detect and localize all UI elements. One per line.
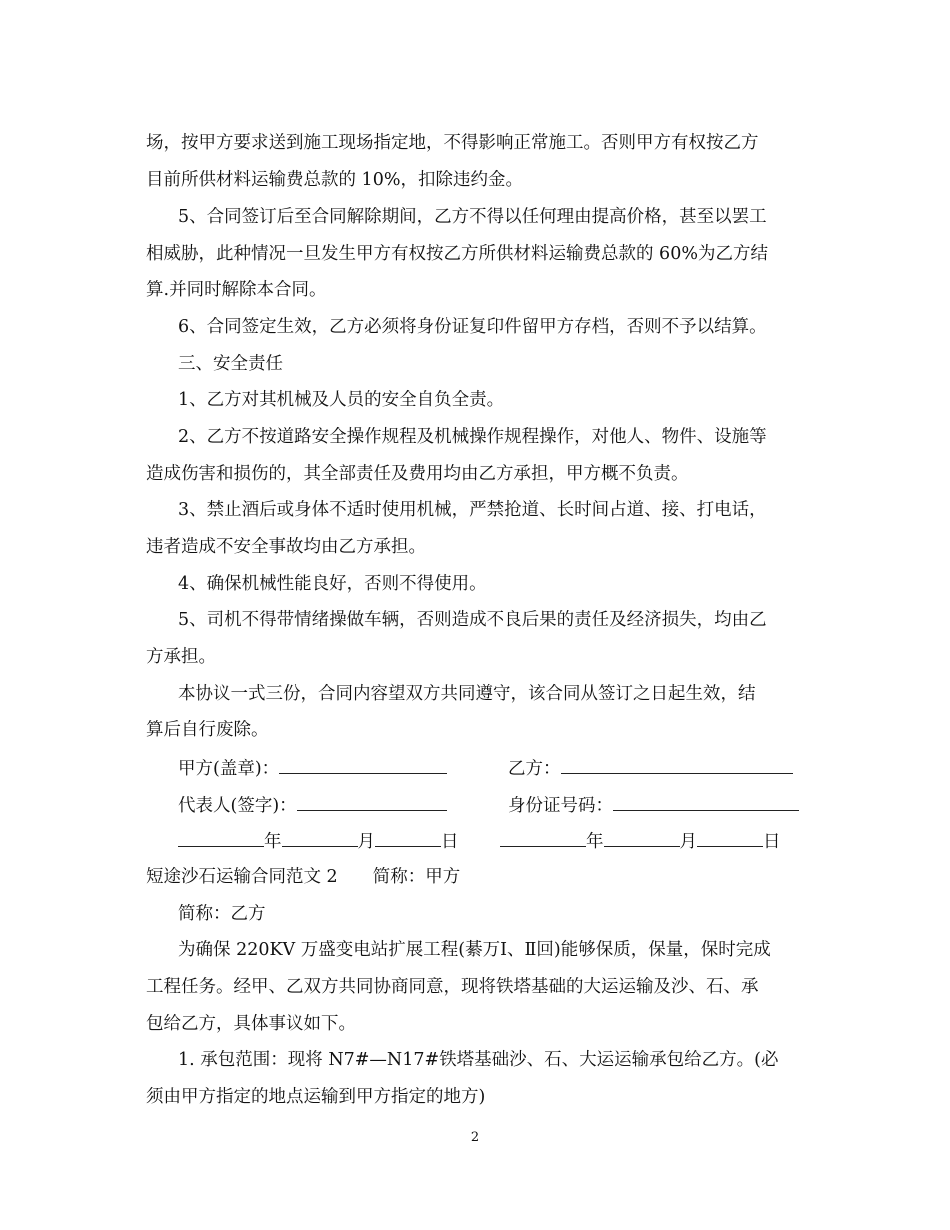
page-number: 2	[470, 1130, 480, 1145]
year-label: 年	[586, 832, 604, 852]
representative-label: 代表人(签字)：	[178, 796, 297, 816]
month-label: 月	[679, 832, 697, 852]
party-a-label: 甲方(盖章)：	[178, 759, 280, 779]
paragraph-line: 方承担。	[146, 647, 216, 667]
paragraph-line: 算.并同时解除本合同。	[146, 280, 327, 300]
month-label: 月	[357, 832, 375, 852]
representative-signature	[178, 792, 447, 818]
year-label: 年	[264, 832, 282, 852]
paragraph-line: 算后自行废除。	[146, 720, 269, 740]
party-b-label: 乙方：	[508, 759, 561, 779]
paragraph-line: 造成伤害和损伤的，其全部责任及费用均由乙方承担，甲方概不负责。	[146, 464, 689, 484]
paragraph-line: 相威胁，此种情况一旦发生甲方有权按乙方所供材料运输费总款的 60%为乙方结	[146, 244, 768, 264]
party-b-signature	[508, 755, 793, 781]
date-right	[500, 828, 781, 854]
paragraph-line: 1. 承包范围：现将 N7#—N17#铁塔基础沙、石、大运运输承包给乙方。(必	[178, 1050, 779, 1070]
day-blank[interactable]	[697, 828, 763, 847]
day-label: 日	[763, 832, 781, 852]
day-blank[interactable]	[375, 828, 441, 847]
id-number-blank[interactable]	[613, 792, 799, 811]
paragraph-line: 6、合同签定生效，乙方必须将身份证复印件留甲方存档，否则不予以结算。	[178, 317, 767, 337]
paragraph-line: 须由甲方指定的地点运输到甲方指定的地方)	[146, 1087, 486, 1107]
id-number-label: 身份证号码：	[508, 796, 613, 816]
paragraph-line: 1、乙方对其机械及人员的安全自负全责。	[178, 390, 505, 410]
day-label: 日	[441, 832, 459, 852]
paragraph-line: 4、确保机械性能良好，否则不得使用。	[178, 574, 487, 594]
representative-blank[interactable]	[297, 792, 447, 811]
paragraph-line: 2、乙方不按道路安全操作规程及机械操作规程操作，对他人、物件、设施等	[178, 427, 767, 447]
paragraph-line: 包给乙方，具体事议如下。	[146, 1014, 356, 1034]
paragraph-line: 目前所供材料运输费总款的 10%，扣除违约金。	[146, 170, 523, 190]
id-number	[508, 792, 799, 818]
second-contract-title: 短途沙石运输合同范文 2 简称：甲方	[146, 867, 461, 887]
month-blank[interactable]	[282, 828, 358, 847]
paragraph-line: 本协议一式三份，合同内容望双方共同遵守，该合同从签订之日起生效，结	[178, 684, 756, 704]
paragraph-line: 5、合同签订后至合同解除期间，乙方不得以任何理由提高价格，甚至以罢工	[178, 207, 767, 227]
party-a-signature	[178, 755, 447, 781]
year-blank[interactable]	[178, 828, 264, 847]
paragraph-line: 为确保 220KV 万盛变电站扩展工程(綦万Ⅰ、Ⅱ回)能够保质，保量，保时完成	[178, 940, 771, 960]
year-blank[interactable]	[500, 828, 586, 847]
paragraph-line: 5、司机不得带情绪操做车辆，否则造成不良后果的责任及经济损失，均由乙	[178, 610, 767, 630]
date-left	[178, 828, 459, 854]
paragraph-line: 违者造成不安全事故均由乙方承担。	[146, 537, 426, 557]
paragraph-line: 工程任务。经甲、乙双方共同协商同意，现将铁塔基础的大运运输及沙、石、承	[146, 977, 759, 997]
party-a-blank[interactable]	[279, 755, 447, 774]
paragraph-line: 简称：乙方	[178, 904, 266, 924]
section-heading: 三、安全责任	[178, 354, 283, 374]
month-blank[interactable]	[604, 828, 680, 847]
party-b-blank[interactable]	[561, 755, 793, 774]
paragraph-line: 3、禁止酒后或身体不适时使用机械，严禁抢道、长时间占道、接、打电话，	[178, 500, 767, 520]
paragraph-line: 场，按甲方要求送到施工现场指定地，不得影响正常施工。否则甲方有权按乙方	[146, 133, 759, 153]
